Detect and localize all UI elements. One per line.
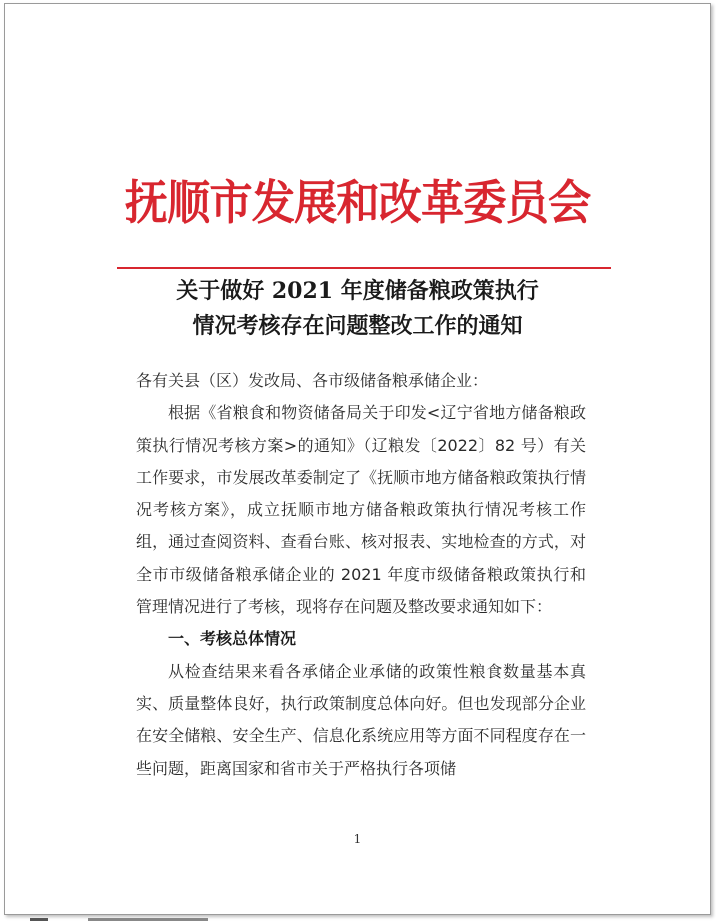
document-body bbox=[136, 365, 586, 785]
section-paragraph: 从检查结果来看各承储企业承储的政策性粮食数量基本真实、质量整体良好，执行政策制度总体向好。但也发现部分企业在安全储粮、安全生产、信息化系统应用等方面不同程度存在一些问题，距离国家和省市关于严格执行各项储 bbox=[136, 661, 586, 778]
salutation: 各有关县（区）发改局、各市级储备粮承储企业： bbox=[136, 371, 489, 390]
header-red-rule bbox=[117, 267, 611, 269]
page-number: 1 bbox=[353, 832, 362, 846]
document-title bbox=[5, 274, 710, 344]
issuer-header: 抚顺市发展和改革委员会 bbox=[124, 176, 591, 231]
document-page bbox=[4, 3, 711, 915]
title-line-1: 关于做好 2021 年度储备粮政策执行 bbox=[176, 278, 539, 304]
title-line-2: 情况考核存在问题整改工作的通知 bbox=[192, 313, 523, 339]
section-heading: 一、考核总体情况 bbox=[168, 629, 297, 649]
body-paragraph: 根据《省粮食和物资储备局关于印发<辽宁省地方储备粮政策执行情况考核方案>的通知》（辽粮发〔2022〕82 号）有关工作要求，市发展改革委制定了《抚顺市地方储备粮政策执行情况考核方案》，成立抚顺市地方储备粮政策执行情况考核工作组，通过查阅资料、查看台账、核对报表、实地检查的方式，对全市市级储备粮承储企业的 2021 年度市级储备粮政策执行和管理情况进行了考核，现将存在问题及整改要求通知如下： bbox=[136, 403, 586, 617]
